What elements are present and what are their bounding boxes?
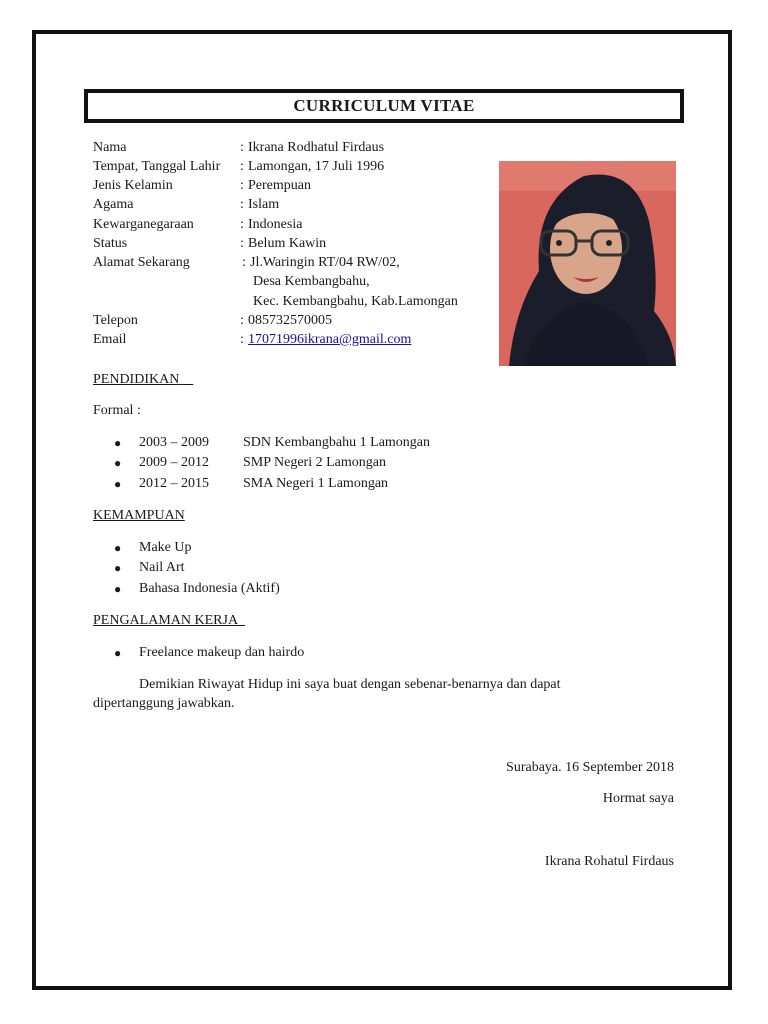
colon: : <box>242 255 246 270</box>
bullet: ● <box>114 582 122 596</box>
signature-name: Ikrana Rohatul Firdaus <box>544 854 674 869</box>
skill-item-3: Bahasa Indonesia (Aktif) <box>139 581 280 596</box>
value-alamat-1: Jl.Waringin RT/04 RW/02, <box>250 255 400 270</box>
label-telepon: Telepon <box>93 313 138 328</box>
heading-pendidikan: PENDIDIKAN <box>93 372 180 387</box>
bullet: ● <box>114 561 122 575</box>
bullet: ● <box>114 541 122 555</box>
colon: : <box>240 178 244 193</box>
value-alamat-2: Desa Kembangbahu, <box>253 274 370 289</box>
value-alamat-3: Kec. Kembangbahu, Kab.Lamongan <box>253 294 458 309</box>
edu-school-1: SDN Kembangbahu 1 Lamongan <box>243 435 431 450</box>
formal-label: Formal : <box>93 403 141 418</box>
skill-item-1: Make Up <box>139 540 192 555</box>
label-status: Status <box>93 236 128 251</box>
edu-school-2: SMP Negeri 2 Lamongan <box>243 455 386 470</box>
edu-years-2: 2009 – 2012 <box>139 455 209 470</box>
value-kewarganegaraan: Indonesia <box>248 217 303 232</box>
value-agama: Islam <box>248 197 280 212</box>
value-telepon: 085732570005 <box>248 313 332 328</box>
label-nama: Nama <box>93 140 127 155</box>
cv-title: CURRICULUM VITAE <box>84 89 684 123</box>
bullet: ● <box>114 646 122 660</box>
bullet: ● <box>114 477 122 491</box>
place-date: Surabaya. 16 September 2018 <box>506 760 674 775</box>
label-kewarganegaraan: Kewarganegaraan <box>93 217 194 232</box>
value-ttl: Lamongan, 17 Juli 1996 <box>248 159 385 174</box>
heading-pengalaman: PENGALAMAN KERJA <box>93 613 239 628</box>
colon: : <box>240 159 244 174</box>
label-email: Email <box>93 332 127 347</box>
skill-item-2: Nail Art <box>139 560 185 575</box>
edu-years-1: 2003 – 2009 <box>139 435 209 450</box>
experience-item-1: Freelance makeup dan hairdo <box>139 645 305 660</box>
value-status: Belum Kawin <box>248 236 327 251</box>
closing-line-2: dipertanggung jawabkan. <box>93 696 235 711</box>
profile-photo <box>499 161 676 366</box>
colon: : <box>240 140 244 155</box>
value-jenis-kelamin: Perempuan <box>248 178 311 193</box>
edu-school-3: SMA Negeri 1 Lamongan <box>243 476 389 491</box>
colon: : <box>240 236 244 251</box>
heading-kemampuan: KEMAMPUAN <box>93 508 185 523</box>
label-ttl: Tempat, Tanggal Lahir <box>93 159 221 174</box>
colon: : <box>240 332 244 347</box>
portrait-illustration <box>499 161 676 366</box>
regards: Hormat saya <box>602 791 674 806</box>
label-agama: Agama <box>93 197 134 212</box>
edu-years-3: 2012 – 2015 <box>139 476 209 491</box>
label-alamat: Alamat Sekarang <box>93 255 190 270</box>
colon: : <box>240 217 244 232</box>
bullet: ● <box>114 436 122 450</box>
email-link[interactable]: 17071996ikrana@gmail.com <box>248 332 412 347</box>
closing-line-1: Demikian Riwayat Hidup ini saya buat dengan sebenar-benarnya dan dapat <box>139 677 561 692</box>
value-nama: Ikrana Rodhatul Firdaus <box>248 140 385 155</box>
bullet: ● <box>114 456 122 470</box>
label-jenis-kelamin: Jenis Kelamin <box>93 178 173 193</box>
colon: : <box>240 197 244 212</box>
colon: : <box>240 313 244 328</box>
